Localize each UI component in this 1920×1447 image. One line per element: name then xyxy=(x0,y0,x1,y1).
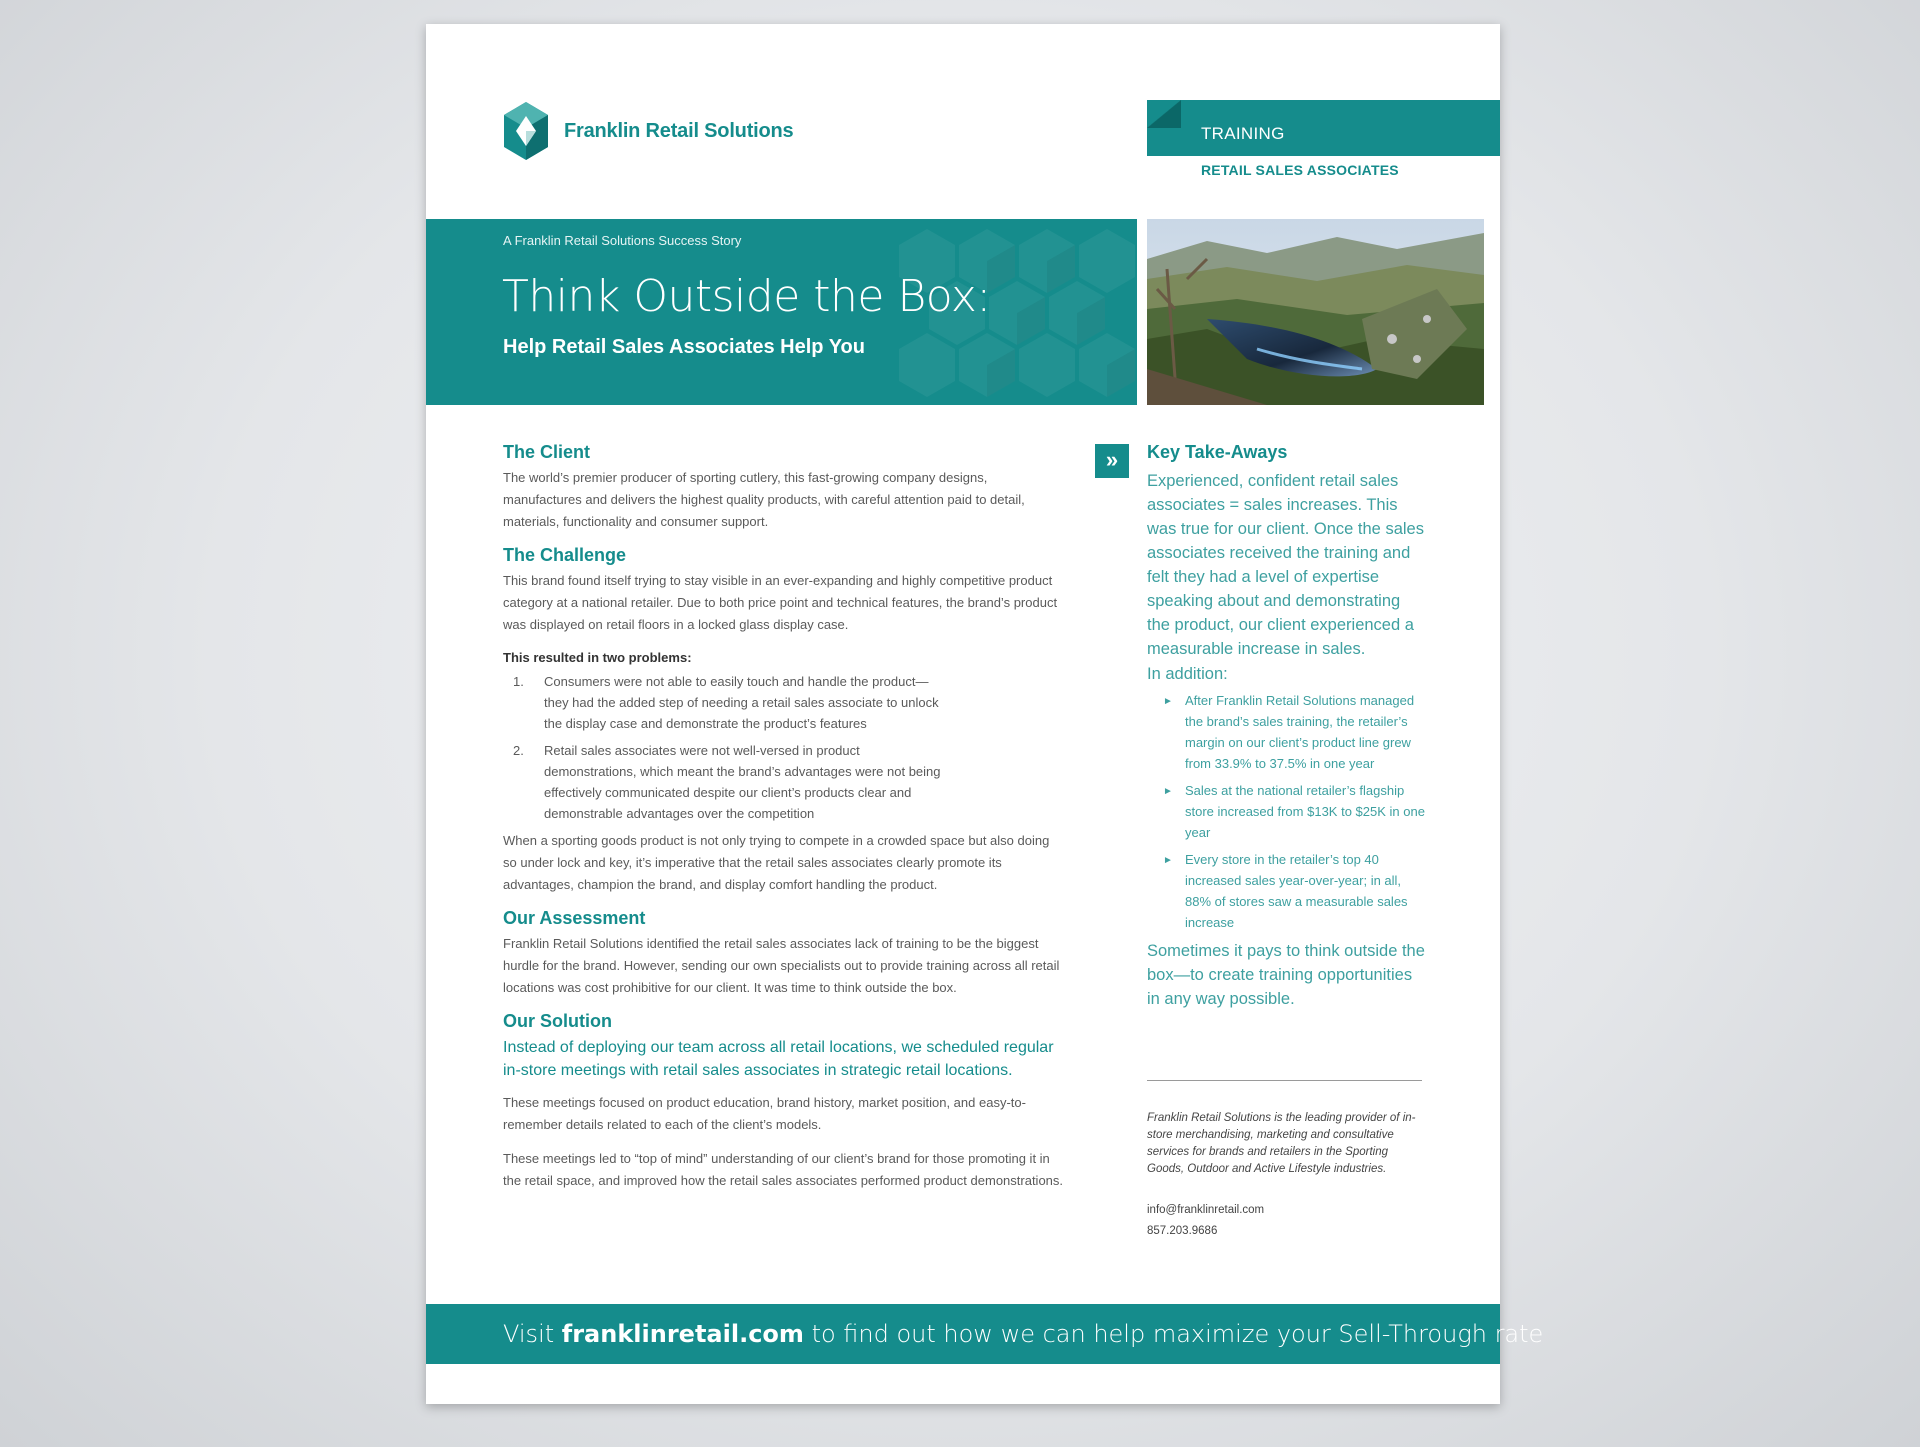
hero-title: Think Outside the Box: xyxy=(502,271,991,322)
hexagon-logo-icon xyxy=(502,100,550,162)
tag-fold xyxy=(1147,100,1181,128)
brand-logo xyxy=(502,100,793,162)
footer-pre: Visit xyxy=(503,1320,555,1348)
hero-kicker: A Franklin Retail Solutions Success Story xyxy=(503,233,742,248)
client-heading: The Client xyxy=(503,442,591,462)
solution-paragraph-2: These meetings led to “top of mind” understanding of our client’s brand for those promoting it in the retail space, and improved how the retail sales associates performed product demonstrations. xyxy=(503,1151,1064,1188)
list-number: 2. xyxy=(513,743,524,758)
takeaways-closing: Sometimes it pays to think outside the box—to create training opportunities in any way possible. xyxy=(1147,942,1425,1008)
contact-info xyxy=(1147,1200,1264,1242)
solution-section xyxy=(503,1011,1063,1192)
sidebar-divider xyxy=(1147,1080,1422,1081)
key-takeaways-sidebar xyxy=(1147,442,1427,1011)
company-about: Franklin Retail Solutions is the leading provider of in-store merchandising, marketing and consultative services for brands and retailers in the Sporting Goods, Outdoor and Active Lifestyle industries. xyxy=(1147,1112,1416,1175)
bullet-text: After Franklin Retail Solutions managed the brand’s sales training, the retailer’s margin on our client’s product line grew from 33.9% to 37.5% in one year xyxy=(1185,693,1415,771)
solution-paragraph-1: These meetings focused on product education, brand history, market position, and easy-to-remember details related to each of the client’s models. xyxy=(503,1095,1026,1132)
triangle-bullet-icon: ► xyxy=(1163,855,1173,866)
footer-post: to find out how we can help maximize your Sell-Through rate xyxy=(811,1320,1544,1348)
challenge-heading: The Challenge xyxy=(503,545,627,565)
main-column xyxy=(503,442,1063,1204)
double-chevron-right-icon: » xyxy=(1095,444,1129,478)
footer-cta xyxy=(503,1304,1543,1364)
list-text: Retail sales associates were not well-versed in product demonstrations, which meant the brand’s advantages were not being effectively communicated despite our client’s products clear and demonstrable advantages over the competition xyxy=(544,743,941,821)
list-item xyxy=(1147,690,1425,774)
takeaways-bullets xyxy=(1147,690,1427,933)
solution-lead: Instead of deploying our team across all retail locations, we scheduled regular in-store meetings with retail sales associates in strategic retail locations. xyxy=(503,1039,1054,1079)
footer-link[interactable]: franklinretail.com xyxy=(561,1320,804,1348)
contact-phone: 857.203.9686 xyxy=(1147,1225,1218,1237)
in-addition-label: In addition: xyxy=(1147,665,1228,683)
client-section xyxy=(503,442,1063,533)
triangle-bullet-icon: ► xyxy=(1163,786,1173,797)
document-page xyxy=(426,24,1544,1404)
triangle-bullet-icon: ► xyxy=(1163,696,1173,707)
knife-mountain-photo xyxy=(1147,219,1484,405)
brand-name: Franklin Retail Solutions xyxy=(564,119,794,142)
contact-email[interactable]: info@franklinretail.com xyxy=(1147,1204,1265,1216)
challenge-closing: When a sporting goods product is not only trying to compete in a crowded space but also doing so under lock and key, it’s imperative that the retail sales associates clearly promote its advantages, champion the brand, and display comfort handling the product. xyxy=(503,833,1050,892)
tag-label: TRAINING xyxy=(1201,124,1285,143)
list-item xyxy=(503,671,944,734)
list-text: Consumers were not able to easily touch and handle the product—they had the added step of needing a retail sales associate to unlock the display case and demonstrate the product’s features xyxy=(544,674,939,731)
problems-list xyxy=(503,671,1063,824)
bullet-text: Every store in the retailer’s top 40 increased sales year-over-year; in all, 88% of stores saw a measurable sales increase xyxy=(1185,852,1408,930)
list-item xyxy=(1147,849,1425,933)
list-item xyxy=(1147,780,1425,843)
challenge-text: This brand found itself trying to stay visible in an ever-expanding and highly competitive product category at a national retailer. Due to both price point and technical features, the brand’s product was displayed on retail floors in a locked glass display case. xyxy=(503,573,1058,632)
problems-intro: This resulted in two problems: xyxy=(503,650,692,665)
training-tag xyxy=(1147,100,1500,156)
client-text: The world’s premier producer of sporting cutlery, this fast-growing company designs, manufactures and delivers the highest quality products, with careful attention paid to detail, materials, functionality and consumer support. xyxy=(503,470,1025,529)
takeaways-heading: Key Take-Aways xyxy=(1147,442,1288,462)
hero-subtitle: Help Retail Sales Associates Help You xyxy=(503,336,865,358)
tag-subtitle: RETAIL SALES ASSOCIATES xyxy=(1201,162,1399,178)
assessment-section xyxy=(503,908,1063,999)
footer-banner xyxy=(426,1304,1544,1364)
challenge-section xyxy=(503,545,1063,896)
hero-banner xyxy=(426,219,1137,405)
takeaways-lead: Experienced, confident retail sales associates = sales increases. This was true for our client. Once the sales associates received the training and felt they had a level of expertise speaking about and demonstrating the product, our client experienced a measurable increase in sales. xyxy=(1147,472,1424,658)
bullet-text: Sales at the national retailer’s flagship store increased from $13K to $25K in one year xyxy=(1185,783,1425,840)
list-number: 1. xyxy=(513,674,524,689)
assessment-heading: Our Assessment xyxy=(503,908,646,928)
solution-heading: Our Solution xyxy=(503,1011,612,1031)
list-item xyxy=(503,740,944,824)
assessment-text: Franklin Retail Solutions identified the retail sales associates lack of training to be the biggest hurdle for the brand. However, sending our own specialists out to provide training across all retail locations was cost prohibitive for our client. It was time to think outside the box. xyxy=(503,936,1060,995)
